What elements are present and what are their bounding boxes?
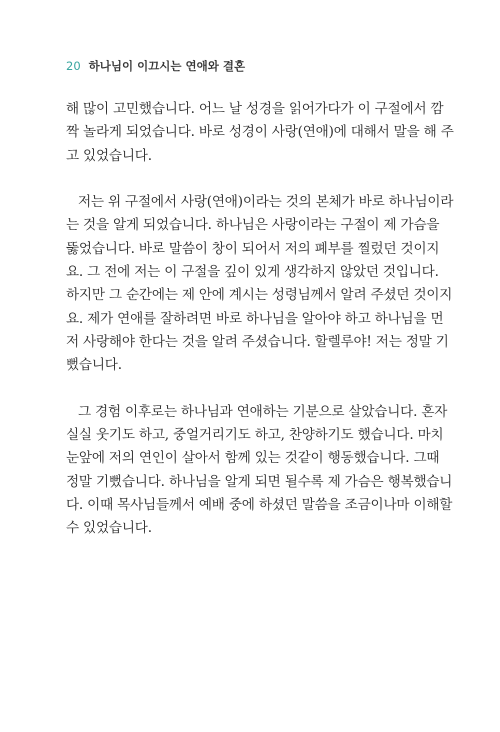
- text-line: 뻤습니다.: [66, 357, 122, 374]
- text-line: 해 많이 고민했습니다. 어느 날 성경을 읽어가다가 이 구절에서 깜: [66, 101, 444, 117]
- text-line: 짝 놀라게 되었습니다. 바로 성경이 사랑(연애)에 대해서 말을 해 주: [66, 124, 454, 141]
- text-line: 정말 기뻤습니다. 하나님을 알게 되면 될수록 제 가슴은 행복했습니: [66, 473, 453, 490]
- text-line: 그 경험 이후로는 하나님과 연애하는 기분으로 살았습니다. 혼자: [78, 403, 448, 420]
- text-line: 하지만 그 순간에는 제 안에 계시는 성령님께서 알려 주셨던 것이지: [66, 287, 453, 304]
- text-line: 는 것을 알게 되었습니다. 하나님은 사랑이라는 구절이 제 가슴을: [66, 217, 440, 234]
- text-line: 수 있었습니다.: [66, 520, 152, 537]
- paragraph-gap: [66, 378, 436, 401]
- text-line: 고 있었습니다.: [66, 147, 152, 164]
- body-text: [66, 98, 454, 541]
- text-line: 실실 웃기도 하고, 중얼거리기도 하고, 찬양하기도 했습니다. 마치: [66, 427, 444, 444]
- text-line: 요. 그 전에 저는 이 구절을 깊이 있게 생각하지 않았던 것입니다.: [66, 264, 439, 281]
- running-header: [66, 58, 245, 74]
- paragraph-3: [66, 401, 453, 541]
- text-line: 저는 위 구절에서 사랑(연애)이라는 것의 본체가 바로 하나님이라: [78, 194, 454, 211]
- book-title: 하나님이 이끄시는 연애와 결혼: [88, 59, 246, 73]
- page-number: 20: [66, 59, 81, 73]
- text-line: 다. 이때 목사님들께서 예배 중에 하셨던 말씀을 조금이나마 이해할: [66, 497, 453, 514]
- paragraph-1: [66, 98, 454, 168]
- paragraph-gap: [66, 168, 436, 191]
- text-line: 뚫었습니다. 바로 말씀이 창이 되어서 저의 폐부를 찔렀던 것이지: [66, 240, 440, 257]
- text-line: 저 사랑해야 한다는 것을 알려 주셨습니다. 할렐루야! 저는 정말 기: [66, 333, 449, 350]
- paragraph-2: [66, 191, 454, 377]
- text-line: 요. 제가 연애를 잘하려면 바로 하나님을 알아야 하고 하나님을 먼: [66, 310, 444, 327]
- text-line: 눈앞에 저의 연인이 살아서 함께 있는 것같이 행동했습니다. 그때: [66, 450, 440, 467]
